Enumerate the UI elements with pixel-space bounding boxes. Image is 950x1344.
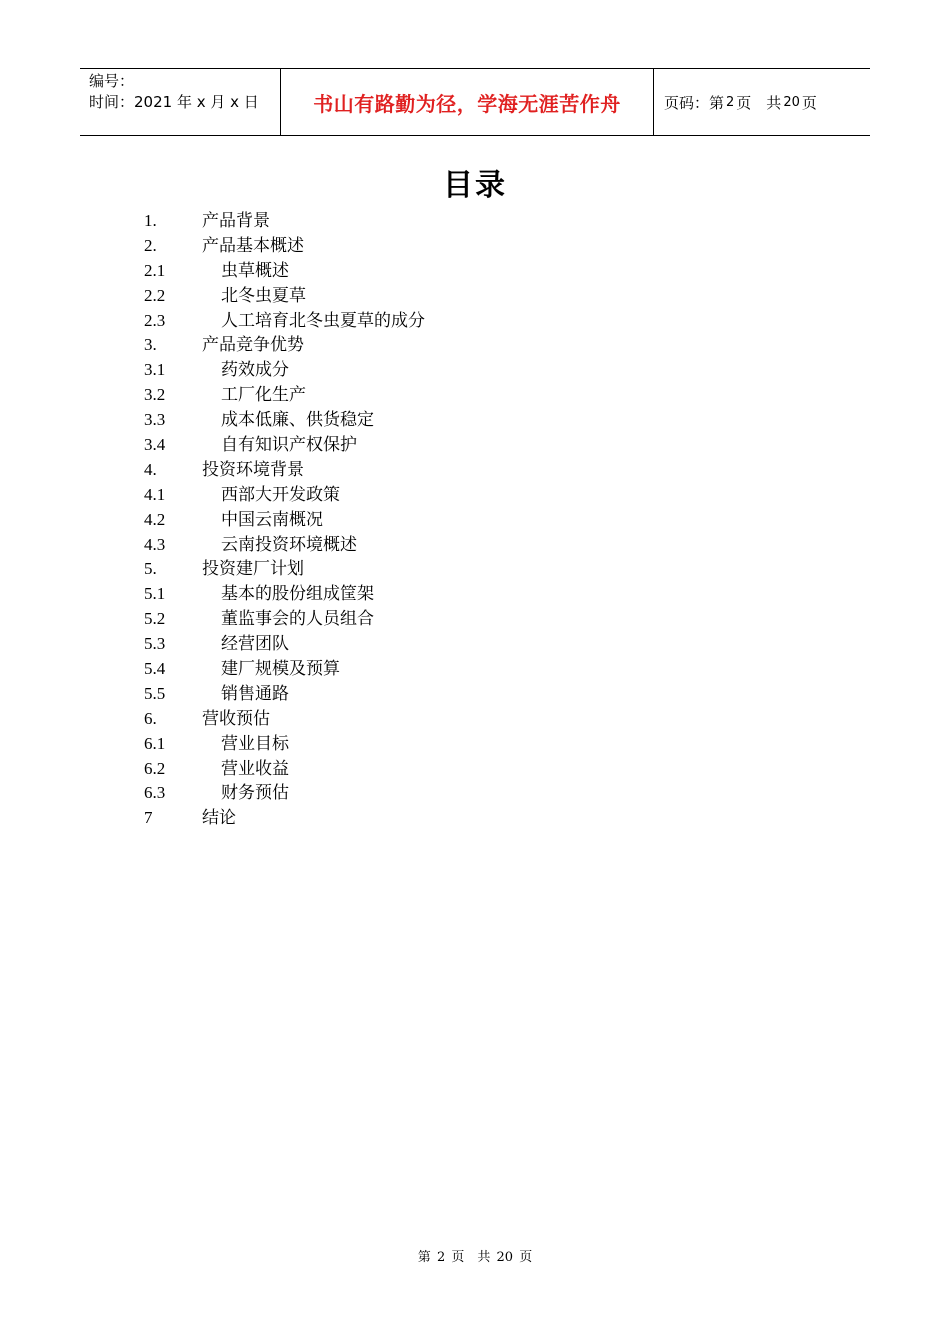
toc-entry-number: 5.3	[144, 634, 166, 654]
toc-entry-text: 营业收益	[221, 758, 289, 779]
header-meta	[80, 69, 281, 135]
toc-entry-number: 4.2	[144, 509, 166, 529]
toc-title: 目录	[443, 168, 507, 203]
toc-entry-number: 2.2	[144, 285, 166, 305]
toc-entry-number: 6.3	[144, 783, 166, 803]
toc-entry-text: 北冬虫夏草	[221, 285, 306, 306]
header-page-suffix: 页	[801, 93, 817, 112]
toc-entry-number: 3.2	[144, 385, 166, 405]
page-footer	[0, 1246, 950, 1265]
toc-entry[interactable]	[144, 458, 425, 483]
toc-entry-number: 5.1	[144, 584, 166, 604]
toc-entry-text: 中国云南概况	[221, 509, 323, 530]
header-motto: 书山有路勤为径，学海无涯苦作舟	[313, 91, 621, 116]
footer-prefix: 第	[417, 1250, 431, 1265]
toc-entry[interactable]	[144, 732, 425, 757]
toc-entry[interactable]	[144, 284, 425, 309]
toc-entry-text: 基本的股份组成筐架	[221, 584, 374, 605]
table-of-contents	[144, 209, 425, 831]
toc-entry[interactable]	[144, 333, 425, 358]
header-page-total: 20	[783, 94, 800, 110]
toc-entry[interactable]	[144, 433, 425, 458]
toc-entry-number: 5.2	[144, 609, 166, 629]
toc-entry-number: 5.4	[144, 659, 166, 679]
toc-entry-number: 5.	[144, 559, 157, 579]
toc-entry-text: 建厂规模及预算	[221, 659, 340, 680]
toc-entry-text: 成本低廉、供货稳定	[221, 410, 374, 431]
toc-entry-number: 6.	[144, 708, 157, 728]
toc-entry[interactable]	[144, 309, 425, 334]
toc-entry-text: 人工培育北冬虫夏草的成分	[221, 310, 425, 331]
toc-entry-number: 4.	[144, 459, 157, 479]
toc-entry-text: 产品背景	[202, 211, 270, 231]
toc-entry[interactable]	[144, 259, 425, 284]
toc-entry-text: 投资建厂计划	[202, 559, 304, 580]
toc-entry-number: 2.1	[144, 260, 166, 280]
toc-entry[interactable]	[144, 657, 425, 682]
toc-entry-number: 2.	[144, 235, 157, 255]
toc-entry[interactable]	[144, 557, 425, 582]
toc-entry-text: 经营团队	[221, 634, 289, 655]
header-page-prefix: 页码：第	[664, 93, 725, 112]
toc-entry-number: 6.2	[144, 758, 166, 778]
document-date-label: 时间：2021 年 x 月 x 日	[89, 93, 259, 111]
document-number-label: 编号：	[89, 72, 135, 90]
toc-entry[interactable]	[144, 781, 425, 806]
header-motto-cell	[281, 69, 654, 135]
toc-entry[interactable]	[144, 632, 425, 657]
toc-entry[interactable]	[144, 607, 425, 632]
toc-entry[interactable]	[144, 533, 425, 558]
toc-entry[interactable]	[144, 209, 425, 234]
header-page-info	[654, 69, 870, 135]
toc-entry[interactable]	[144, 408, 425, 433]
header-page-mid: 页 共	[736, 93, 782, 112]
toc-entry-text: 云南投资环境概述	[221, 534, 357, 555]
toc-entry-number: 3.4	[144, 435, 166, 455]
toc-entry[interactable]	[144, 234, 425, 259]
toc-entry[interactable]	[144, 806, 425, 831]
toc-entry-text: 营收预估	[202, 708, 270, 729]
toc-entry[interactable]	[144, 682, 425, 707]
page-header	[80, 68, 870, 136]
toc-entry[interactable]	[144, 508, 425, 533]
toc-entry[interactable]	[144, 757, 425, 782]
footer-page-total: 20	[496, 1250, 514, 1265]
toc-entry-number: 3.	[144, 335, 157, 355]
toc-entry-text: 产品基本概述	[202, 235, 304, 256]
toc-entry-number: 3.1	[144, 360, 166, 380]
footer-page-current: 2	[436, 1250, 446, 1265]
toc-entry-number: 3.3	[144, 410, 166, 430]
toc-entry[interactable]	[144, 483, 425, 508]
footer-suffix: 页	[519, 1250, 533, 1265]
toc-entry-number: 5.5	[144, 683, 166, 703]
toc-entry[interactable]	[144, 707, 425, 732]
toc-entry-text: 自有知识产权保护	[221, 435, 357, 456]
toc-entry-text: 销售通路	[221, 683, 289, 704]
toc-entry-text: 结论	[202, 808, 236, 829]
toc-entry-number: 4.1	[144, 484, 166, 504]
header-page-current: 2	[726, 94, 735, 110]
toc-entry-text: 产品竞争优势	[202, 335, 304, 356]
toc-entry-text: 虫草概述	[221, 260, 289, 281]
footer-mid: 页 共	[451, 1250, 491, 1265]
toc-entry[interactable]	[144, 383, 425, 408]
toc-entry-number: 4.3	[144, 534, 166, 554]
toc-entry-text: 董监事会的人员组合	[221, 609, 374, 630]
toc-entry-number: 7	[144, 808, 153, 828]
toc-entry-number: 6.1	[144, 733, 166, 753]
toc-entry-number: 2.3	[144, 310, 166, 330]
toc-entry-text: 药效成分	[221, 360, 289, 381]
toc-entry[interactable]	[144, 582, 425, 607]
toc-entry-text: 工厂化生产	[221, 385, 306, 406]
toc-entry-text: 财务预估	[221, 783, 289, 804]
toc-entry-text: 西部大开发政策	[221, 484, 340, 505]
toc-entry-text: 营业目标	[221, 733, 289, 754]
toc-entry[interactable]	[144, 358, 425, 383]
toc-entry-number: 1.	[144, 211, 157, 230]
toc-entry-text: 投资环境背景	[202, 459, 304, 480]
